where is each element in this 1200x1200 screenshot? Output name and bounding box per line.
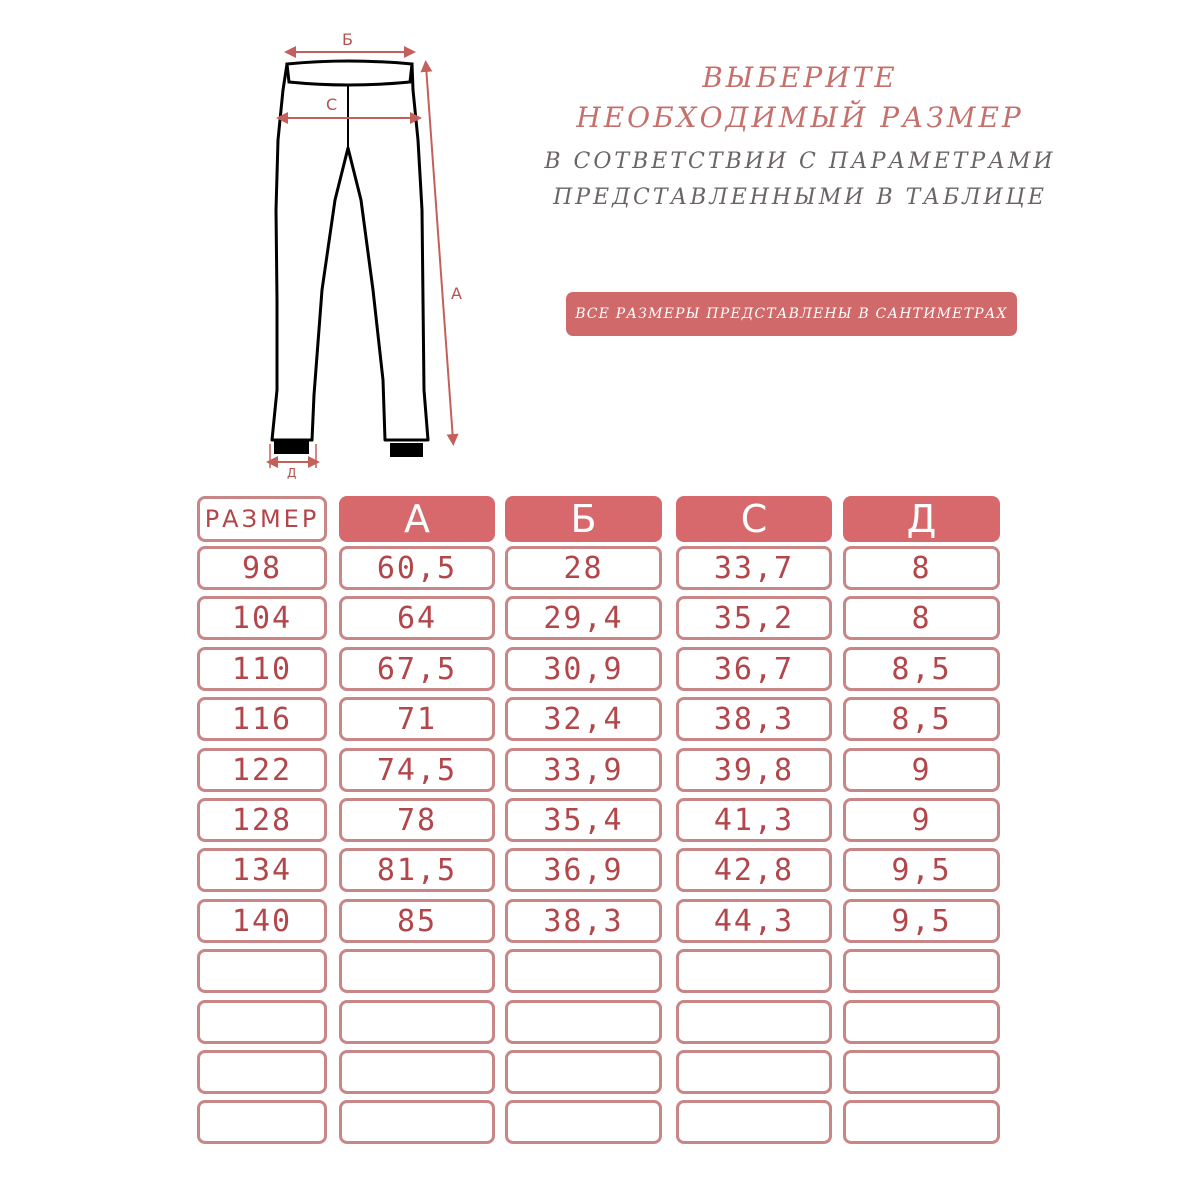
table-cell-b: 35,4 <box>505 798 662 842</box>
table-cell-c: 39,8 <box>676 748 832 792</box>
table-cell-b: 29,4 <box>505 596 662 640</box>
pants-illustration <box>0 0 560 490</box>
table-cell-a <box>339 1100 495 1144</box>
table-cell-c <box>676 949 832 993</box>
units-note-badge: ВСЕ РАЗМЕРЫ ПРЕДСТАВЛЕНЫ В САНТИМЕТРАХ <box>566 292 1017 336</box>
length-label: А <box>451 284 462 303</box>
table-cell-d: 9,5 <box>843 899 1000 943</box>
right-cuff <box>390 443 423 457</box>
table-cell-c: 42,8 <box>676 848 832 892</box>
table-cell-c: 38,3 <box>676 697 832 741</box>
pants-measurement-diagram <box>0 0 560 490</box>
table-cell-size <box>197 1100 327 1144</box>
waistband <box>287 61 412 85</box>
table-cell-d <box>843 1050 1000 1094</box>
table-cell-a <box>339 949 495 993</box>
length-arrow <box>426 66 453 440</box>
heading-title-line1: ВЫБЕРИТЕ <box>702 61 898 94</box>
table-cell-d: 9 <box>843 798 1000 842</box>
table-cell-a: 71 <box>339 697 495 741</box>
header-d: Д <box>843 496 1000 542</box>
table-cell-size: 122 <box>197 748 327 792</box>
table-cell-size <box>197 949 327 993</box>
table-cell-d <box>843 1100 1000 1144</box>
table-cell-b: 38,3 <box>505 899 662 943</box>
table-cell-d: 8,5 <box>843 647 1000 691</box>
table-cell-a: 60,5 <box>339 546 495 590</box>
table-cell-b <box>505 1000 662 1044</box>
table-cell-b <box>505 1100 662 1144</box>
header-c: С <box>676 496 832 542</box>
table-cell-a: 64 <box>339 596 495 640</box>
table-cell-b: 30,9 <box>505 647 662 691</box>
table-cell-size: 116 <box>197 697 327 741</box>
table-cell-size: 134 <box>197 848 327 892</box>
table-cell-b <box>505 949 662 993</box>
hip-width-label: С <box>326 95 338 114</box>
heading-subtitle-line2: ПРЕДСТАВЛЕННЫМИ В ТАБЛИЦЕ <box>553 185 1047 210</box>
table-cell-a: 74,5 <box>339 748 495 792</box>
table-cell-size <box>197 1000 327 1044</box>
table-cell-size <box>197 1050 327 1094</box>
table-cell-size: 128 <box>197 798 327 842</box>
table-cell-d: 8,5 <box>843 697 1000 741</box>
table-cell-c: 41,3 <box>676 798 832 842</box>
header-b: Б <box>505 496 662 542</box>
table-cell-c: 33,7 <box>676 546 832 590</box>
table-cell-b <box>505 1050 662 1094</box>
table-cell-size: 98 <box>197 546 327 590</box>
left-cuff <box>274 440 309 454</box>
table-cell-a <box>339 1000 495 1044</box>
header-a: А <box>339 496 495 542</box>
table-cell-a: 85 <box>339 899 495 943</box>
table-cell-a: 78 <box>339 798 495 842</box>
pants-outline <box>272 64 428 440</box>
waist-width-label: Б <box>342 30 353 49</box>
table-cell-c <box>676 1000 832 1044</box>
table-cell-b: 33,9 <box>505 748 662 792</box>
heading-subtitle-line1: В СОТВЕТСТВИИ С ПАРАМЕТРАМИ <box>544 149 1056 174</box>
table-cell-d: 8 <box>843 546 1000 590</box>
cuff-label: Д <box>287 466 297 480</box>
table-cell-d <box>843 949 1000 993</box>
table-cell-c: 36,7 <box>676 647 832 691</box>
table-cell-a: 81,5 <box>339 848 495 892</box>
table-cell-a <box>339 1050 495 1094</box>
heading-block <box>540 58 1060 216</box>
table-cell-d: 9,5 <box>843 848 1000 892</box>
table-cell-c: 44,3 <box>676 899 832 943</box>
header-size: РАЗМЕР <box>197 496 327 542</box>
table-cell-a: 67,5 <box>339 647 495 691</box>
table-cell-d <box>843 1000 1000 1044</box>
table-cell-size: 140 <box>197 899 327 943</box>
table-cell-d: 8 <box>843 596 1000 640</box>
table-cell-d: 9 <box>843 748 1000 792</box>
table-cell-size: 104 <box>197 596 327 640</box>
table-cell-b: 36,9 <box>505 848 662 892</box>
table-cell-b: 32,4 <box>505 697 662 741</box>
table-cell-c <box>676 1100 832 1144</box>
table-cell-c: 35,2 <box>676 596 832 640</box>
heading-title-line2: НЕОБХОДИМЫЙ РАЗМЕР <box>576 101 1024 134</box>
table-cell-b: 28 <box>505 546 662 590</box>
table-cell-c <box>676 1050 832 1094</box>
table-cell-size: 110 <box>197 647 327 691</box>
